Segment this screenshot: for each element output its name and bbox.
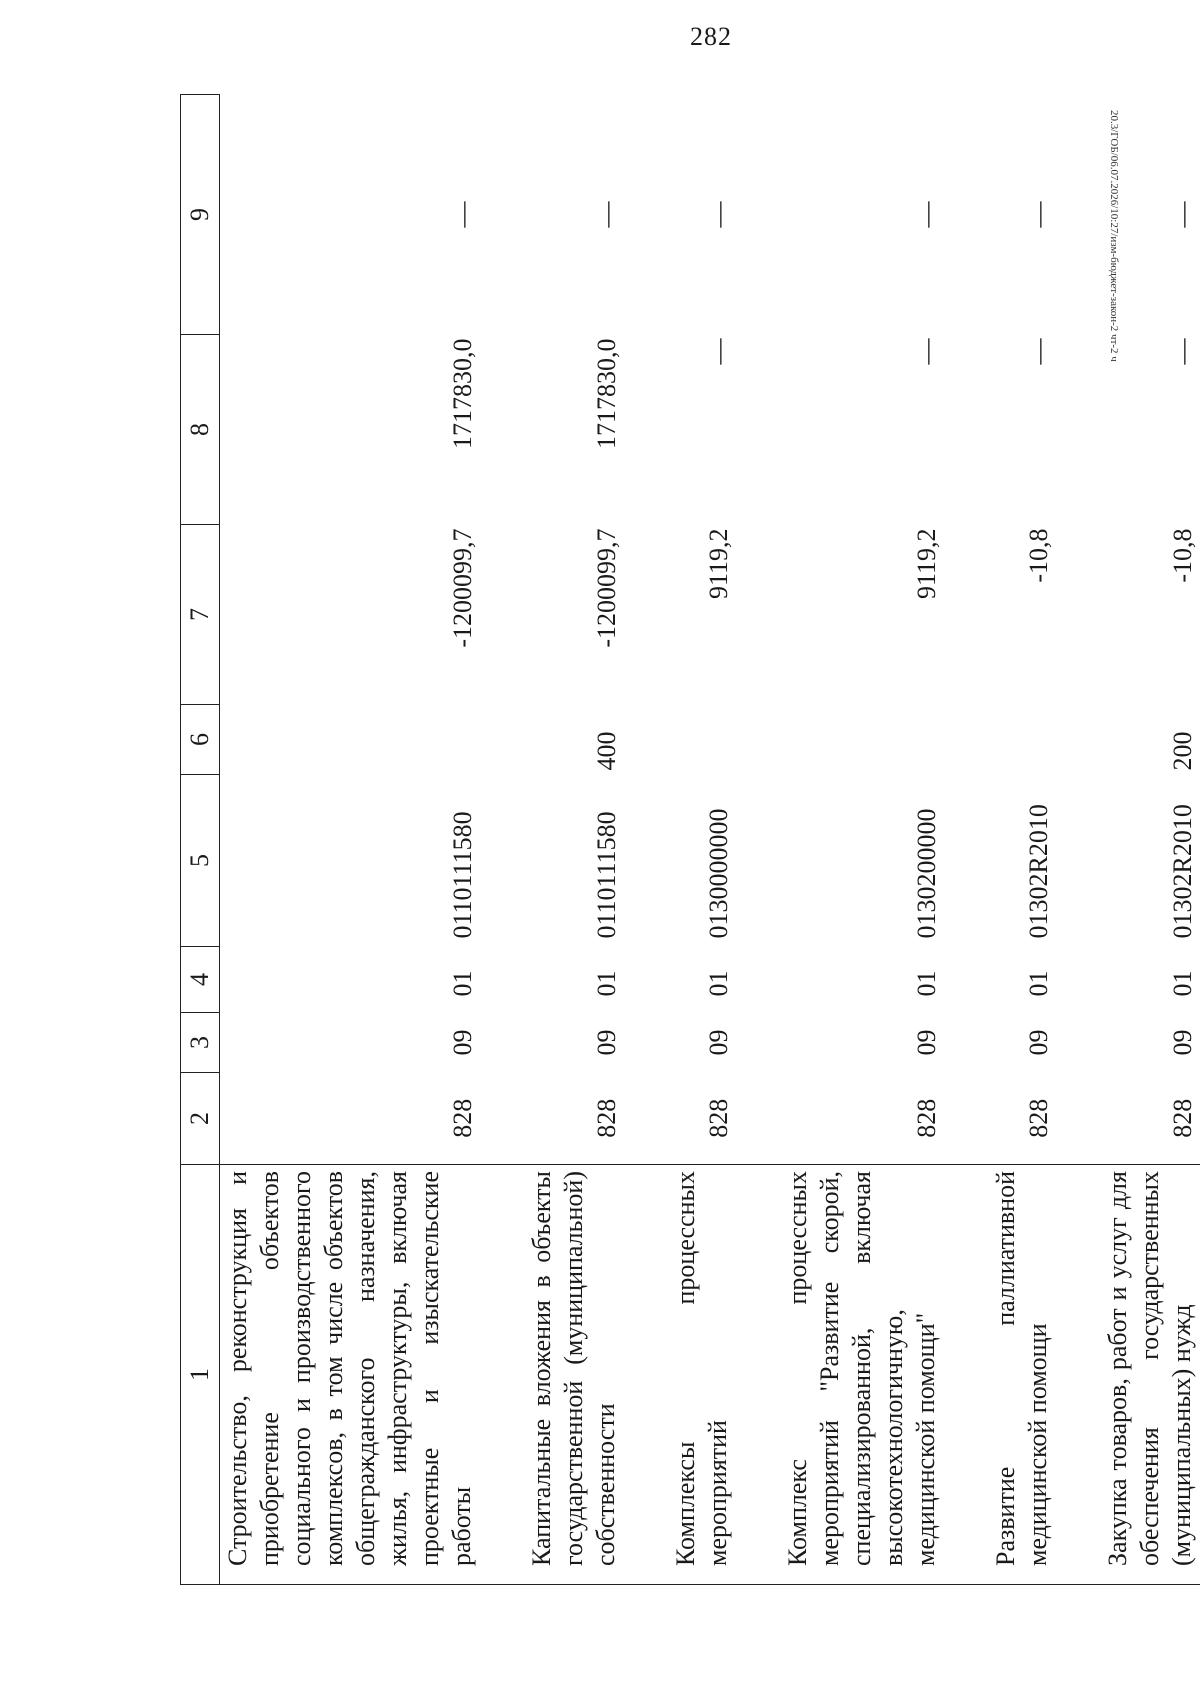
cell-c6: 0130000000 [704, 808, 733, 939]
cell-c9: 1717830,0 [448, 338, 477, 449]
cell-c9: — [1024, 338, 1053, 365]
table-row [944, 95, 1056, 1585]
cell-c6: 0110111580 [448, 811, 477, 939]
table-row [480, 95, 624, 1585]
cell-c3: 828 [592, 1098, 621, 1138]
document-footer-code: 20.3/ГОБ/06.07.2026/10:27/изм-бюджет-закон-2 чт-2 ч [1108, 110, 1120, 362]
cell-c9: 1717830,0 [592, 338, 621, 449]
cell-c6: 0130200000 [912, 808, 941, 939]
cell-c8: -1200099,7 [448, 528, 477, 648]
cell-c5: 01 [912, 970, 941, 997]
cell-c7 [220, 705, 481, 775]
table-row [624, 95, 736, 1585]
cell-c8: -10,8 [1168, 528, 1197, 583]
budget-table [180, 94, 1200, 1585]
table-row [1056, 95, 1200, 1585]
cell-c3: 828 [1024, 1098, 1053, 1138]
header-col-1: 1 [181, 1165, 220, 1585]
cell-c9: — [704, 338, 733, 365]
row-name: Закупка товаров, работ и услуг для обеспечения государственных (муниципальных) нужд [1056, 1165, 1200, 1585]
table-row [220, 95, 481, 1585]
cell-c3: 828 [704, 1098, 733, 1138]
row-name: Комплекс процессных мероприятий "Развитие скорой, специализированной, включая высокотехнологичную, медицинской помощи" [736, 1165, 944, 1585]
cell-c4: 09 [592, 1029, 621, 1056]
cell-c7 [944, 705, 1056, 775]
header-col-3: 3 [181, 1013, 220, 1073]
cell-c8: -1200099,7 [592, 528, 621, 648]
header-col-2: 2 [181, 1073, 220, 1165]
cell-c3: 828 [1168, 1098, 1197, 1138]
cell-c5: 01 [1024, 970, 1053, 997]
cell-c4: 09 [704, 1029, 733, 1056]
cell-c7: 400 [592, 731, 621, 771]
row-name: Строительство, реконструкция и приобретение объектов социального и производственного комплексов, в том числе объектов общегражданского назначения, жилья, инфраструктуры, включая проектные и изыскательские работы [220, 1165, 481, 1585]
cell-c5: 01 [704, 970, 733, 997]
cell-c4: 09 [448, 1029, 477, 1056]
row-name: Капитальные вложения в объекты государственной (муниципальной) собственности [480, 1165, 624, 1585]
row-name: Комплексы процессных мероприятий [624, 1165, 736, 1585]
cell-c10: — [704, 201, 733, 228]
cell-c7 [624, 705, 736, 775]
cell-c6: 0110111580 [592, 811, 621, 939]
cell-c5: 01 [448, 970, 477, 997]
cell-c6: 01302R2010 [1168, 804, 1197, 939]
header-col-7: 7 [181, 525, 220, 705]
cell-c4: 09 [1024, 1029, 1053, 1056]
header-col-8: 8 [181, 335, 220, 525]
cell-c9: — [912, 338, 941, 365]
rotated-page-content [180, 95, 1200, 1585]
cell-c4: 09 [1168, 1029, 1197, 1056]
cell-c8: 9119,2 [704, 528, 733, 600]
cell-c4: 09 [912, 1029, 941, 1056]
cell-c10: — [1168, 201, 1197, 228]
cell-c3: 828 [448, 1098, 477, 1138]
cell-c5: 01 [592, 970, 621, 997]
page-number: 282 [690, 22, 732, 51]
cell-c7 [736, 705, 944, 775]
cell-c8: 9119,2 [912, 528, 941, 600]
cell-c10: — [1024, 201, 1053, 228]
cell-c10: — [912, 201, 941, 228]
header-col-9: 9 [181, 95, 220, 335]
cell-c7: 200 [1168, 731, 1197, 771]
cell-c10: — [448, 201, 477, 228]
row-name: Развитие паллиативной медицинской помощи [944, 1165, 1056, 1585]
cell-c9: — [1168, 338, 1197, 365]
cell-c3: 828 [912, 1098, 941, 1138]
table-header-row [181, 95, 220, 1585]
cell-c6: 01302R2010 [1024, 804, 1053, 939]
table-row [736, 95, 944, 1585]
header-col-4: 4 [181, 947, 220, 1013]
header-col-6: 6 [181, 705, 220, 775]
header-col-5: 5 [181, 775, 220, 947]
cell-c10: — [592, 201, 621, 228]
cell-c8: -10,8 [1024, 528, 1053, 583]
cell-c5: 01 [1168, 970, 1197, 997]
